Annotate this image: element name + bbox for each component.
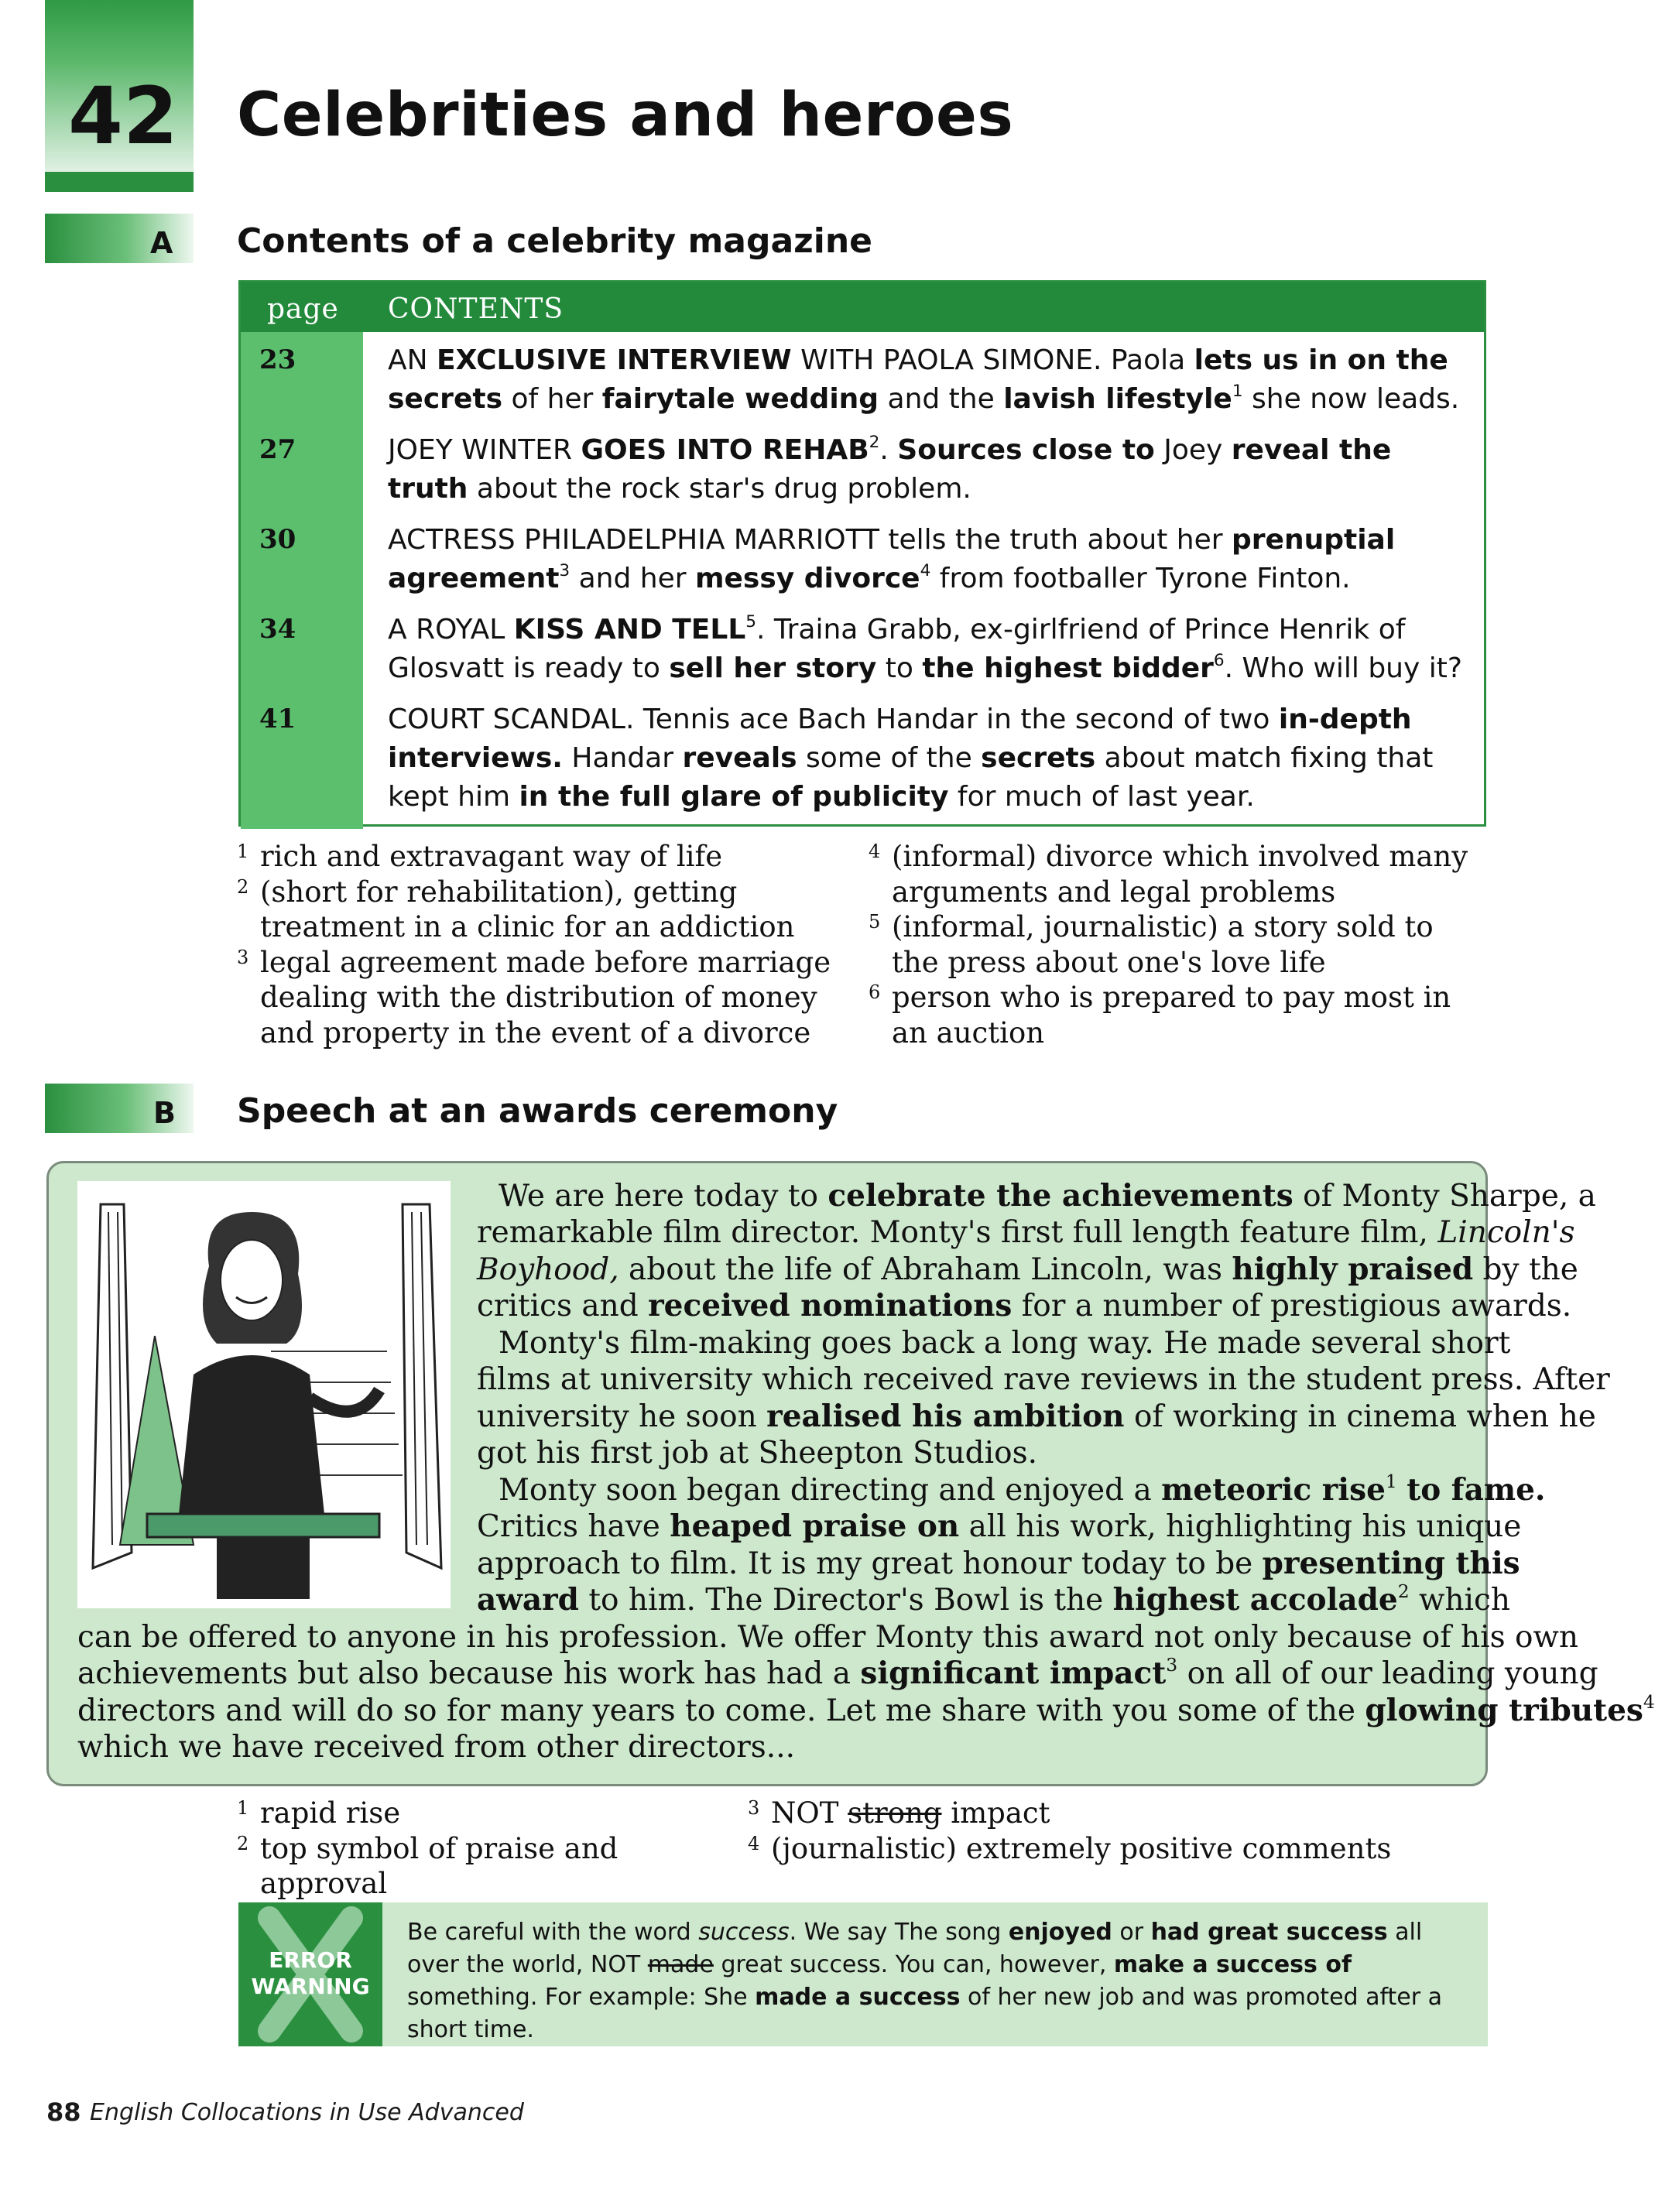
header-page: page (267, 293, 339, 325)
footnote: 4 (informal) divorce which involved many arguments and legal problems (869, 840, 1468, 909)
footnote: 3 NOT strong impact (748, 1796, 1050, 1830)
contents-table (238, 280, 1486, 827)
speech-line: Monty soon began directing and enjoyed a meteoric rise$^1$ to fame. (499, 1470, 1546, 1508)
speech-line: Critics have heaped praise on all his work, highlighting his unique (477, 1508, 1522, 1544)
footnote: 3 legal agreement made before marriage dealing with the distribution of money and property in the event of a divorce (237, 945, 831, 1050)
footnotes-a-right (869, 839, 1472, 1050)
header-contents: CONTENTS (388, 293, 564, 325)
speech-line: university he soon realised his ambition of working in cinema when he (477, 1399, 1596, 1434)
section-a-title: Contents of a celebrity magazine (237, 221, 873, 261)
speech-line: remarkable film director. Monty's first full length feature film, Lincoln's (477, 1215, 1575, 1250)
unit-divider-bar (45, 172, 194, 192)
footnote: 6 person who is prepared to pay most in an auction (869, 981, 1451, 1050)
page-number: 34 (259, 614, 296, 645)
error-warning-line2: WARNING (251, 1974, 370, 1999)
footnotes-b-left (237, 1796, 732, 1902)
presenter-illustration (77, 1181, 451, 1608)
speech-line: which we have received from other directors... (77, 1730, 795, 1765)
section-b-letter: B (153, 1096, 176, 1130)
woman-presenter-icon (77, 1181, 451, 1608)
contents-entry: AN EXCLUSIVE INTERVIEW WITH PAOLA SIMONE. Paola lets us in on the secrets of her fairytale wedding and the lavish lifestyle$^1$ she now leads. (388, 344, 1460, 415)
page-number: 30 (259, 524, 296, 555)
speech-line: films at university which received rave reviews in the student press. After (477, 1362, 1610, 1397)
error-warning-line1: ERROR (269, 1947, 352, 1973)
error-warning-text: Be careful with the word success. We say The song enjoyed or had great success all over the world, NOT made great success. You can, however, make a success of something. For example: She made a success of her new job and was promoted after a short time. (407, 1919, 1442, 2043)
unit-number: 42 (68, 70, 178, 163)
footnote: 4 (journalistic) extremely positive comments (748, 1831, 1392, 1865)
contents-entry: COURT SCANDAL. Tennis ace Bach Handar in the second of two in-depth interviews. Handar reveals some of the secrets about match fixing that kept him in the full glare of publicity for much of last year. (388, 704, 1434, 813)
contents-entry: JOEY WINTER GOES INTO REHAB$^2$. Sources close to Joey reveal the truth about the rock star's drug problem. (388, 432, 1392, 505)
speech-line: Boyhood, about the life of Abraham Lincoln, was highly praised by the (477, 1252, 1578, 1287)
speech-line: Monty's film-making goes back a long way. He made several short (499, 1326, 1511, 1361)
footnote: 5 (informal, journalistic) a story sold to the press about one's love life (869, 910, 1434, 979)
page-number-footer: 88 (46, 2097, 81, 2127)
speech-line: can be offered to anyone in his profession. We offer Monty this award not only because of his own (77, 1620, 1579, 1655)
contents-entry: ACTRESS PHILADELPHIA MARRIOTT tells the truth about her prenuptial agreement$^3$ and her messy divorce$^4$ from footballer Tyrone Finton. (388, 524, 1396, 594)
page-number: 41 (259, 704, 296, 734)
page-number-column (241, 332, 363, 829)
contents-header (241, 282, 1484, 332)
section-a-letter: A (150, 226, 173, 260)
speech-line: directors and will do so for many years to come. Let me share with you some of the glowing tributes$^4$ (77, 1690, 1655, 1728)
speech-line: critics and received nominations for a number of prestigious awards. (477, 1288, 1572, 1323)
speech-line: got his first job at Sheepton Studios. (477, 1436, 1037, 1471)
footnote: 1 rapid rise (237, 1796, 401, 1830)
speech-line: approach to film. It is my great honour today to be presenting this (477, 1546, 1520, 1581)
page-number: 23 (259, 344, 296, 375)
error-warning-badge (238, 1902, 382, 2046)
footnote: 1 rich and extravagant way of life (237, 840, 723, 873)
book-title-footer: English Collocations in Use Advanced (90, 2099, 524, 2126)
contents-entry: A ROYAL KISS AND TELL$^5$. Traina Grabb, ex-girlfriend of Prince Henrik of Glosvatt is ready to sell her story to the highest bidder$^6$. Who will buy it? (388, 611, 1462, 684)
unit-title: Celebrities and heroes (237, 80, 1014, 150)
footnote: 2 top symbol of praise and approval (237, 1831, 618, 1900)
section-b-title: Speech at an awards ceremony (237, 1091, 838, 1131)
speech-line: award to him. The Director's Bowl is the highest accolade$^2$ which (477, 1580, 1510, 1618)
speech-line: We are here today to celebrate the achievements of Monty Sharpe, a (499, 1178, 1596, 1214)
footnote: 2 (short for rehabilitation), getting treatment in a clinic for an addiction (237, 875, 795, 943)
speech-line: achievements but also because his work has had a significant impact$^3$ on all of our leading young (77, 1653, 1598, 1691)
footnotes-a-left (237, 839, 841, 1050)
footnotes-b-right (748, 1796, 1475, 1866)
page-number: 27 (259, 434, 296, 465)
